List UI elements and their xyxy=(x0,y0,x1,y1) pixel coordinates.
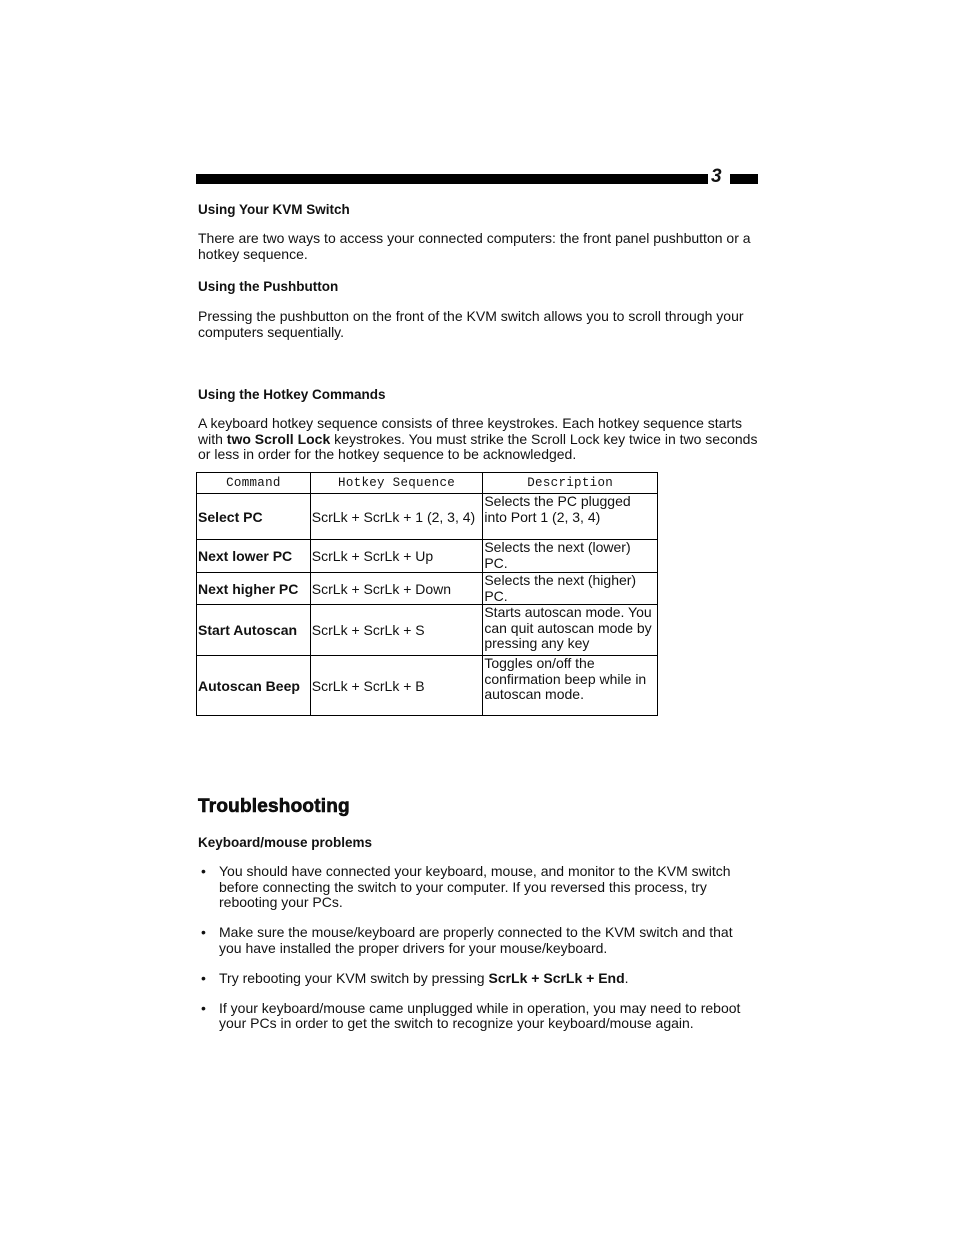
list-item xyxy=(198,864,758,911)
hotkey-body-part1: A keyboard hotkey sequence consists of three keystrokes. Each hotkey sequence starts with xyxy=(198,415,742,447)
troubleshooting-subheading: Keyboard/mouse problems xyxy=(198,835,373,850)
list-item-text-bold: ScrLk + ScrLk + End xyxy=(488,969,625,986)
page-number: 3 xyxy=(711,166,722,187)
hotkey-body-bold: two Scroll Lock xyxy=(226,430,331,447)
table-cell-description: Toggles on/off the confirmation beep while in autoscan mode. xyxy=(483,656,658,716)
list-item-text-before: Try rebooting your KVM switch by pressing xyxy=(219,969,489,986)
table-row xyxy=(197,656,658,716)
list-item-text-after: . xyxy=(624,969,629,986)
bullet-icon: • xyxy=(201,999,206,1016)
list-item-text: If your keyboard/mouse came unplugged while in operation, you may need to reboot your PCs in order to get the switch to recognize your keyboard/mouse again. xyxy=(219,999,741,1031)
list-item-text: You should have connected your keyboard, mouse, and monitor to the KVM switch before connecting the switch to your computer. If you reversed this process, try rebooting your PCs. xyxy=(219,863,731,910)
troubleshooting-list xyxy=(198,864,758,1046)
table-cell-description: Selects the PC plugged into Port 1 (2, 3, 4) xyxy=(483,494,658,540)
table-cell-hotkey: ScrLk + ScrLk + 1 (2, 3, 4) xyxy=(310,494,483,540)
section-heading-pushbutton: Using the Pushbutton xyxy=(198,279,339,294)
bullet-icon: • xyxy=(201,863,206,879)
hotkey-table xyxy=(196,472,658,716)
bullet-icon: • xyxy=(201,969,206,986)
table-cell-hotkey: ScrLk + ScrLk + Down xyxy=(310,573,483,605)
section-body-using-kvm: There are two ways to access your connected computers: the front panel pushbutton or a hotkey sequence. xyxy=(198,230,751,262)
bullet-icon: • xyxy=(201,924,206,940)
table-cell-hotkey: ScrLk + ScrLk + B xyxy=(310,656,483,716)
troubleshooting-title: Troubleshooting xyxy=(198,796,350,817)
table-cell-description: Starts autoscan mode. You can quit autoscan mode by pressing any key xyxy=(483,605,658,656)
table-header-description: Description xyxy=(483,473,658,494)
table-row xyxy=(197,494,658,540)
section-heading-hotkey: Using the Hotkey Commands xyxy=(198,387,386,402)
table-cell-command: Start Autoscan xyxy=(197,605,311,656)
section-body-pushbutton: Pressing the pushbutton on the front of the KVM switch allows you to scroll through your computers sequentially. xyxy=(198,308,744,340)
table-header-command: Command xyxy=(197,473,311,494)
table-cell-command: Autoscan Beep xyxy=(197,656,311,716)
table-cell-command: Next higher PC xyxy=(197,573,311,605)
table-row xyxy=(197,573,658,605)
list-item-text: Make sure the mouse/keyboard are properly connected to the KVM switch and that you have installed the proper drivers for your mouse/keyboard. xyxy=(219,924,733,956)
section-heading-using-kvm: Using Your KVM Switch xyxy=(198,202,350,217)
section-body-hotkey xyxy=(198,416,760,463)
table-row xyxy=(197,605,658,656)
table-header-hotkey: Hotkey Sequence xyxy=(310,473,483,494)
table-cell-command: Next lower PC xyxy=(197,540,311,573)
table-header-row xyxy=(197,473,658,494)
header-rule-left xyxy=(196,174,708,184)
list-item xyxy=(198,971,758,987)
hotkey-body-part2: keystrokes. You must strike the Scroll Lock key twice in two seconds or less in order for the hotkey sequence to be acknowledged. xyxy=(198,430,758,462)
header-rule-right xyxy=(730,174,758,184)
table-cell-hotkey: ScrLk + ScrLk + Up xyxy=(310,540,483,573)
table-row xyxy=(197,540,658,573)
table-cell-command: Select PC xyxy=(197,494,311,540)
list-item xyxy=(198,1001,758,1032)
list-item xyxy=(198,925,758,956)
table-cell-description: Selects the next (higher) PC. xyxy=(483,573,658,605)
table-cell-hotkey: ScrLk + ScrLk + S xyxy=(310,605,483,656)
table-cell-description: Selects the next (lower) PC. xyxy=(483,540,658,573)
